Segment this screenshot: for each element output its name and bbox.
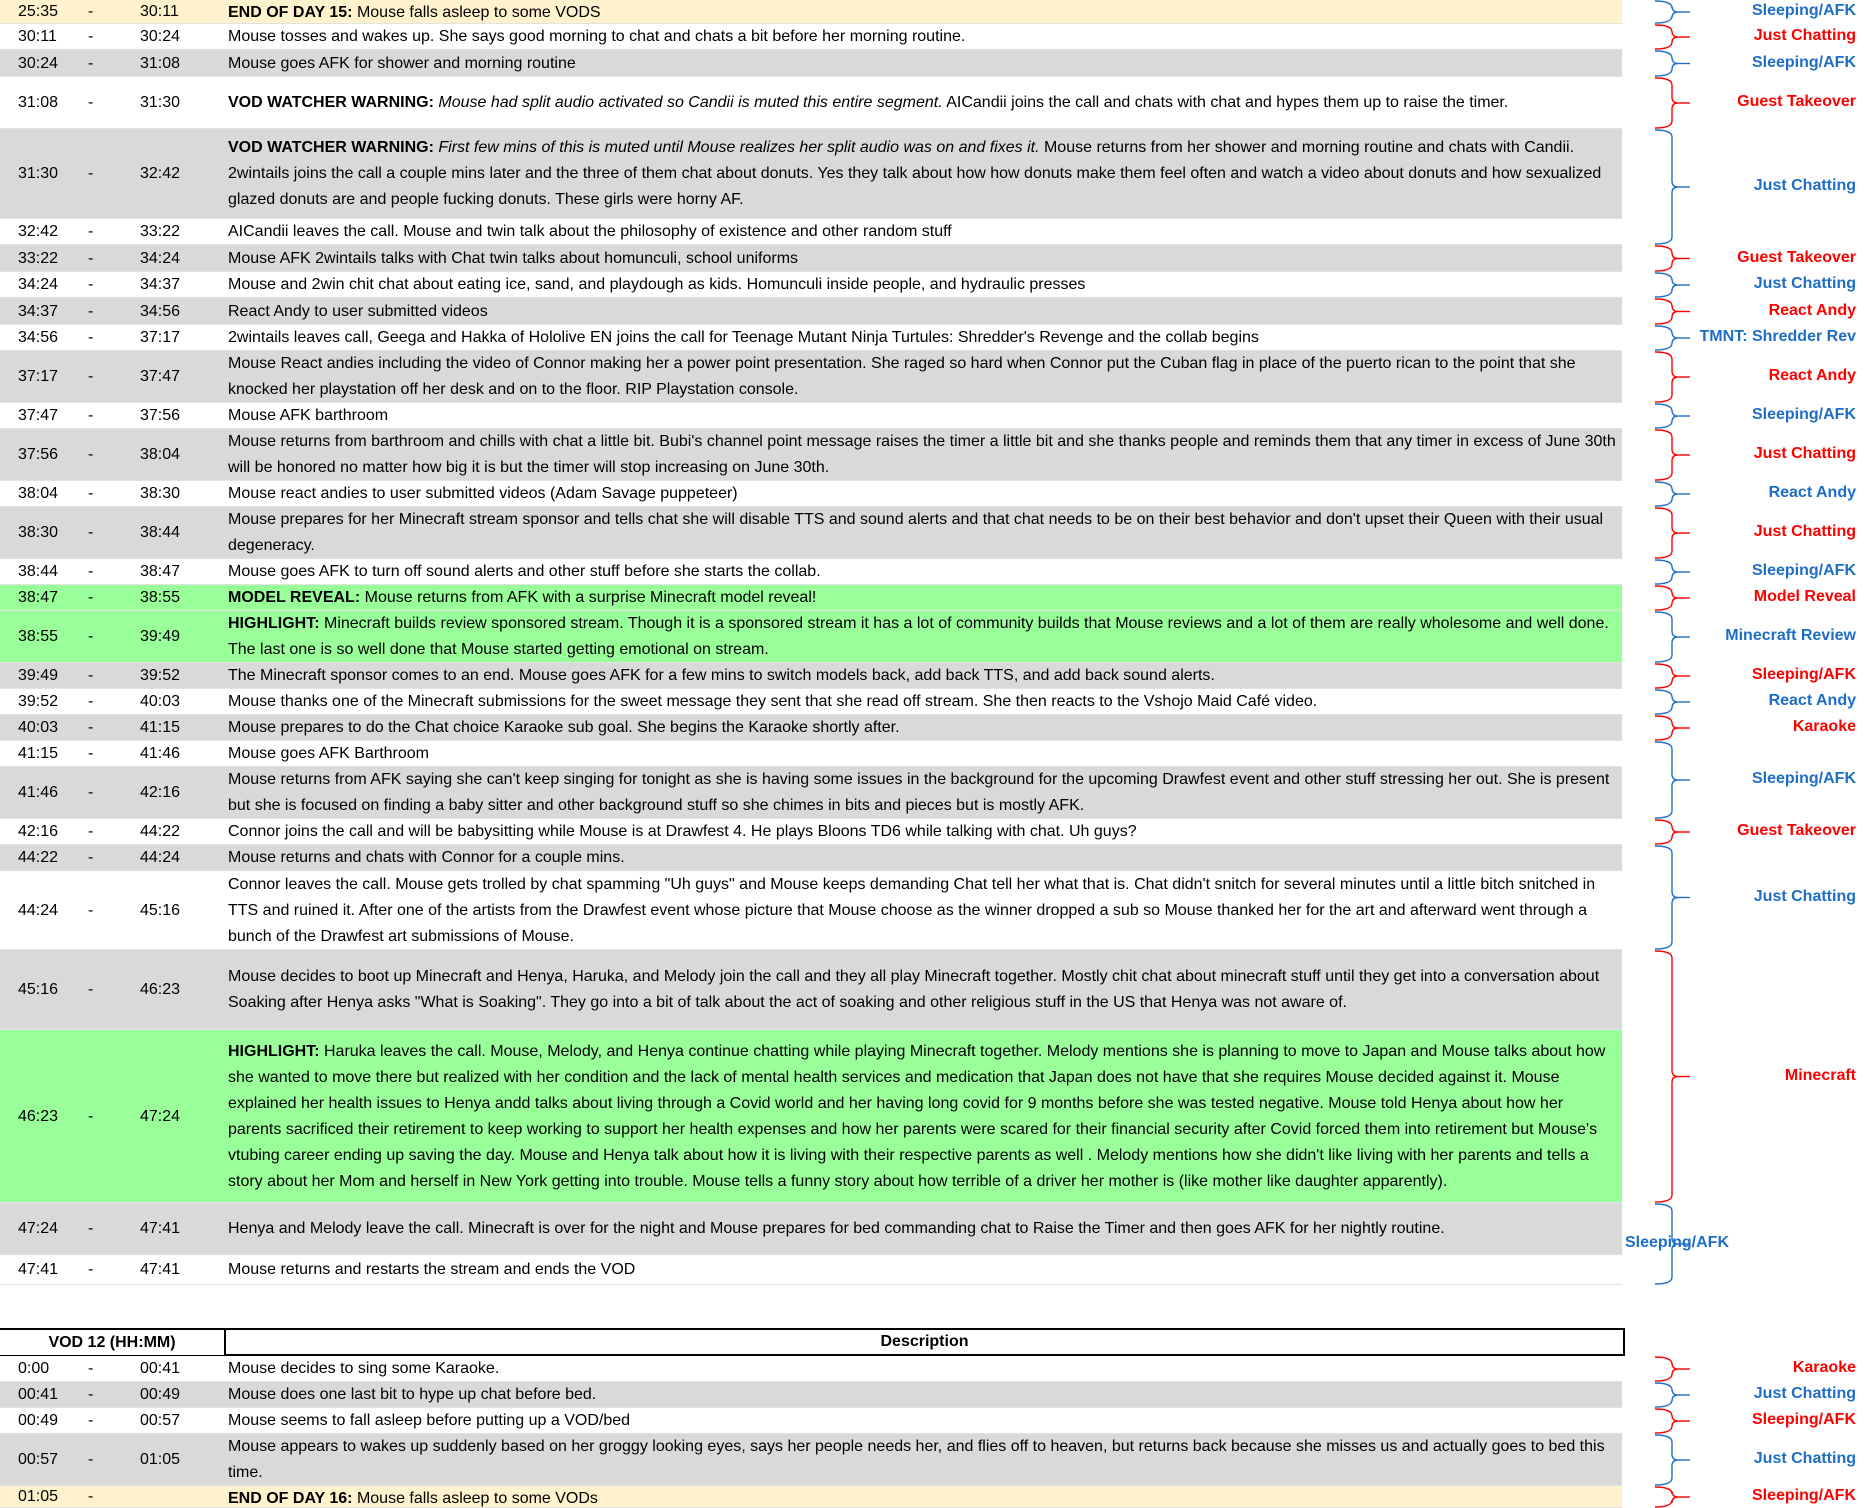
start-time: 41:15	[18, 745, 59, 762]
category-label: Sleeping/AFK	[1751, 770, 1856, 787]
category-bracket	[1655, 508, 1678, 558]
time-separator: -	[88, 745, 94, 762]
end-time: 44:22	[140, 823, 181, 840]
entry-text: Mouse returns and chats with Connor for a couple mins.	[228, 849, 625, 866]
end-time: 38:30	[140, 485, 181, 502]
category-label: Sleeping/AFK	[1751, 666, 1856, 683]
entry-text: Connor joins the call and will be babysitting while Mouse is at Drawfest 4. He plays Bloons TD6 while talking with chat. Uh guys?	[228, 823, 1137, 840]
entry-text: AICandii joins the call and chats with chat and hypes them up to raise the timer.	[946, 94, 1509, 111]
end-time: 47:41	[140, 1261, 181, 1278]
end-time: 30:24	[140, 28, 181, 45]
time-separator: -	[88, 3, 94, 20]
category-label: React Andy	[1768, 692, 1856, 709]
start-time: 39:49	[18, 667, 59, 684]
end-time: 33:22	[140, 223, 181, 240]
start-time: 47:41	[18, 1261, 59, 1278]
entry-text: Mouse falls asleep to some VODS	[356, 4, 601, 21]
time-separator: -	[88, 693, 94, 710]
start-time: 44:22	[18, 849, 59, 866]
start-time: 32:42	[18, 223, 59, 240]
entry-text: Mouse returns and restarts the stream and ends the VOD	[228, 1261, 636, 1278]
time-separator: -	[88, 165, 94, 182]
end-time: 00:57	[140, 1412, 181, 1429]
end-time: 34:37	[140, 276, 181, 293]
category-bracket	[1655, 664, 1678, 688]
category-label: Guest Takeover	[1737, 822, 1856, 839]
category-label: Sleeping/AFK	[1751, 2, 1856, 19]
category-label: Just Chatting	[1753, 887, 1856, 905]
category-bracket	[1655, 326, 1678, 350]
time-separator: -	[88, 1107, 94, 1125]
category-label: Model Reveal	[1753, 588, 1856, 605]
entry-text: Mouse returns from her shower and morning routine and chats with Candii. 2wintails joins the call a couple mins later and the three of them chat about donuts. Yes they talk about how how donuts make them feel often and watch a video about donuts and how sexualized glazed donuts are and people fucking donuts. These girls were horny AF.	[228, 139, 1602, 208]
start-time: 37:56	[18, 446, 59, 463]
category-bracket	[1655, 951, 1678, 1202]
end-time: 37:47	[140, 368, 181, 385]
start-time: 31:08	[18, 94, 59, 111]
time-separator: -	[88, 1386, 94, 1403]
start-time: 42:16	[18, 823, 59, 840]
time-separator: -	[88, 302, 94, 320]
start-time: 00:49	[18, 1412, 59, 1429]
time-separator: -	[88, 485, 94, 502]
entry-text: Mouse falls asleep to some VODs	[356, 1490, 598, 1507]
time-separator: -	[88, 329, 94, 346]
entry-text: AICandii leaves the call. Mouse and twin talk about the philosophy of existence and other random stuff	[228, 223, 952, 240]
end-time: 34:24	[140, 249, 181, 267]
time-separator: -	[88, 446, 94, 463]
end-time: 38:55	[140, 589, 181, 606]
entry-text: Mouse goes AFK for shower and morning routine	[228, 54, 576, 72]
category-bracket	[1655, 130, 1678, 244]
entry-text: Mouse goes AFK to turn off sound alerts and other stuff before she starts the collab.	[228, 563, 821, 580]
time-separator: -	[88, 823, 94, 840]
start-time: 30:24	[18, 54, 59, 72]
time-separator: -	[88, 1220, 94, 1237]
category-label: Just Chatting	[1753, 1450, 1856, 1467]
category-label: Guest Takeover	[1737, 93, 1856, 110]
category-label: Just Chatting	[1753, 523, 1856, 540]
header-description: Description	[224, 1328, 1625, 1356]
end-time: 30:11	[140, 3, 179, 20]
entry-warning: Mouse had split audio activated so Candii is muted this entire segment.	[438, 94, 943, 111]
category-label: React Andy	[1768, 484, 1856, 501]
category-bracket	[1655, 352, 1678, 402]
time-separator: -	[88, 223, 94, 240]
end-time: 31:30	[140, 94, 181, 111]
time-separator: -	[88, 1412, 94, 1429]
entry-text: Haruka leaves the call. Mouse, Melody, and Henya continue chatting while playing Minecraft together. Melody mentions she is planning to move to Japan and Mouse talks about how she wanted to move there but realized with her condition and the lack of mental health services and medication that Japan does not have that she requires Mouse decided against it. Mouse explained her health issues to Henya andd talks about living through a Covid world and her having long covid for 9 months before she was tested negative. Mouse told Henya about how her parents sacrificed their retirement to keep working to support her health expenses and how her parents were scared for their financial security after Covid forced them into retirement but Mouse's vtubing career ending up saving the day. Mouse and Henya talk about how it is living with their respective parents as well . Melody mentions how she didn't like living with her parents and tells a story about her Mom and herself in New York getting into trouble. Mouse tells a funny story about how terrible of a driver her mother is (like mother like daughter apparently).	[228, 1042, 1606, 1190]
entry-text: Mouse appears to wakes up suddenly based on her groggy looking eyes, says her people needs her, and flies off to heaven, but returns back because she misses us and actually goes to bed this time.	[228, 1438, 1605, 1481]
category-bracket	[1655, 246, 1678, 271]
entry-text: Mouse react andies to user submitted videos (Adam Savage puppeteer)	[228, 485, 738, 502]
category-bracket	[1655, 1487, 1678, 1507]
entry-text: Mouse decides to boot up Minecraft and Henya, Haruka, and Melody join the call and they all play Minecraft together. Mostly chit chat about minecraft stuff until they get into a conversation about Soaking after Henya asks "What is Soaking". They go into a bit of talk about the act of soaking and other religious stuff in the US that Henya was not aware of.	[228, 968, 1600, 1011]
start-time: 37:17	[18, 368, 59, 385]
end-time: 01:05	[140, 1451, 181, 1468]
end-time: 46:23	[140, 981, 181, 998]
time-separator: -	[88, 563, 94, 580]
category-bracket	[1655, 846, 1678, 949]
category-bracket	[1655, 430, 1678, 480]
time-separator: -	[88, 1360, 94, 1377]
category-bracket	[1655, 1435, 1678, 1485]
end-time: 38:44	[140, 524, 181, 541]
category-bracket	[1655, 742, 1678, 818]
category-bracket	[1655, 612, 1678, 662]
entry-text: Mouse does one last bit to hype up chat before bed.	[228, 1386, 597, 1403]
time-separator: -	[88, 407, 94, 424]
entry-label: HIGHLIGHT:	[228, 615, 320, 632]
end-time: 38:04	[140, 446, 181, 463]
start-time: 38:47	[18, 589, 59, 606]
start-time: 01:05	[18, 1488, 59, 1505]
start-time: 41:46	[18, 784, 59, 801]
entry-label: MODEL REVEAL:	[228, 589, 361, 606]
start-time: 38:04	[18, 485, 59, 502]
time-separator: -	[88, 719, 94, 736]
entry-text: Mouse returns from barthroom and chills with chat a little bit. Bubi's channel point message raises the timer a little bit and she thanks people and reminds them that any timer in excess of June 30th will be honored no matter how big it is but the timer will stop increasing on June 30th.	[228, 433, 1616, 476]
time-separator: -	[88, 28, 94, 45]
entry-label: END OF DAY 16:	[228, 1490, 353, 1507]
start-time: 37:47	[18, 407, 59, 424]
category-bracket	[1655, 78, 1678, 128]
end-time: 47:41	[140, 1220, 181, 1237]
header-vod-12: VOD 12 (HH:MM)	[0, 1328, 224, 1356]
start-time: 33:22	[18, 249, 59, 267]
end-time: 39:49	[140, 628, 181, 645]
entry-text: Mouse goes AFK Barthroom	[228, 745, 429, 762]
end-time: 00:49	[140, 1386, 181, 1403]
start-time: 40:03	[18, 719, 59, 736]
end-time: 42:16	[140, 784, 181, 801]
entry-text: Mouse AFK barthroom	[228, 407, 389, 424]
category-label: Just Chatting	[1753, 1385, 1856, 1402]
end-time: 37:17	[140, 329, 181, 346]
end-time: 41:46	[140, 745, 181, 762]
time-separator: -	[88, 849, 94, 866]
entry-label: END OF DAY 15:	[228, 4, 353, 21]
category-bracket	[1655, 25, 1678, 49]
category-label: React Andy	[1768, 301, 1856, 319]
category-label: Karaoke	[1792, 1359, 1856, 1376]
entry-text: Mouse tosses and wakes up. She says good morning to chat and chats a bit before her morning routine.	[228, 28, 966, 45]
category-bracket	[1655, 404, 1678, 428]
category-bracket	[1655, 299, 1678, 324]
category-label: Sleeping/AFK	[1751, 1411, 1856, 1428]
entry-label: VOD WATCHER WARNING:	[228, 139, 434, 156]
category-bracket	[1655, 586, 1678, 610]
start-time: 31:30	[18, 165, 59, 182]
start-time: 47:24	[18, 1220, 59, 1237]
start-time: 34:24	[18, 276, 59, 293]
start-time: 34:37	[18, 302, 59, 320]
entry-text: Minecraft builds review sponsored stream. Though it is a sponsored stream it has a lot of community builds that Mouse reviews and a lot of them are really wholesome and well done. The last one is so well done that Mouse started getting emotional on stream.	[228, 615, 1609, 658]
entry-text: Mouse returns from AFK with a surprise Minecraft model reveal!	[364, 589, 817, 606]
category-bracket	[1655, 560, 1678, 584]
category-label: Just Chatting	[1753, 445, 1856, 462]
start-time: 38:30	[18, 524, 59, 541]
entry-text: Connor leaves the call. Mouse gets trolled by chat spamming "Uh guys" and Mouse keeps demanding Chat tell her what that is. Chat didn't snitch for several minutes until a little bitch snitched in TTS and ruined it. After one of the artists from the Drawfest event whose picture that Mouse choose as the winner dropped a sub so Mouse thanked her for the art and afterward went through a bunch of the Drawfest art submissions of Mouse.	[228, 875, 1596, 945]
time-separator: -	[88, 249, 94, 267]
end-time: 39:52	[140, 667, 181, 684]
vod-12-header-row	[0, 1328, 1625, 1356]
category-label: Karaoke	[1792, 718, 1856, 735]
time-separator: -	[88, 524, 94, 541]
start-time: 25:35	[18, 3, 59, 20]
category-bracket	[1655, 1357, 1678, 1381]
category-label: Sleeping/AFK	[1624, 1234, 1729, 1251]
start-time: 38:44	[18, 563, 59, 580]
time-separator: -	[88, 1488, 94, 1505]
entry-text: Mouse prepares for her Minecraft stream sponsor and tells chat she will disable TTS and sound alerts and that chat needs to be on their best behavior and don't upset their Queen with their usual degeneracy.	[228, 511, 1604, 554]
category-bracket	[1655, 1409, 1678, 1433]
start-time: 39:52	[18, 693, 59, 710]
start-time: 00:57	[18, 1451, 59, 1468]
entry-text: Mouse returns from AFK saying she can't keep singing for tonight as she is having some issues in the background for the upcoming Drawfest event and other stuff stressing her out. She is present but she is focused on finding a baby sitter and other background stuff so she chimes in bits and pieces but is mostly AFK.	[228, 771, 1610, 814]
entry-text: The Minecraft sponsor comes to an end. Mouse goes AFK for a few mins to switch models back, add back TTS, and add back sound alerts.	[228, 667, 1215, 684]
end-time: 38:47	[140, 563, 181, 580]
entry-text: React Andy to user submitted videos	[228, 302, 488, 320]
entry-text: Mouse prepares to do the Chat choice Karaoke sub goal. She begins the Karaoke shortly after.	[228, 719, 900, 736]
time-separator: -	[88, 1261, 94, 1278]
category-label: Sleeping/AFK	[1751, 1487, 1856, 1504]
category-label: React Andy	[1768, 367, 1856, 384]
time-separator: -	[88, 276, 94, 293]
entry-text: 2wintails leaves call, Geega and Hakka of Hololive EN joins the call for Teenage Mutant Ninja Turtules: Shredder's Revenge and the collab begins	[228, 329, 1259, 346]
category-label: TMNT: Shredder Rev	[1699, 328, 1856, 345]
category-label: Just Chatting	[1753, 177, 1856, 194]
time-separator: -	[88, 981, 94, 998]
category-bracket	[1655, 690, 1678, 714]
end-time: 32:42	[140, 165, 181, 182]
category-label: Minecraft	[1784, 1066, 1856, 1084]
end-time: 00:41	[140, 1360, 181, 1377]
time-separator: -	[88, 901, 94, 919]
end-time: 47:24	[140, 1107, 181, 1125]
start-time: 44:24	[18, 901, 59, 919]
category-bracket	[1655, 716, 1678, 740]
category-label: Just Chatting	[1753, 27, 1856, 44]
category-bracket	[1655, 51, 1678, 76]
end-time: 37:56	[140, 407, 181, 424]
end-time: 34:56	[140, 302, 181, 320]
category-label: Sleeping/AFK	[1751, 562, 1856, 579]
entry-label: HIGHLIGHT:	[228, 1042, 320, 1060]
entry-text: Mouse AFK 2wintails talks with Chat twin talks about homunculi, school uniforms	[228, 249, 799, 267]
category-label: Just Chatting	[1753, 275, 1856, 292]
end-time: 31:08	[140, 54, 181, 72]
end-time: 41:15	[140, 719, 181, 736]
category-bracket	[1655, 820, 1678, 844]
end-time: 40:03	[140, 693, 181, 710]
time-separator: -	[88, 784, 94, 801]
start-time: 0:00	[18, 1360, 50, 1377]
entry-label: VOD WATCHER WARNING:	[228, 94, 434, 111]
start-time: 38:55	[18, 628, 59, 645]
time-separator: -	[88, 54, 94, 72]
time-separator: -	[88, 368, 94, 385]
category-bracket	[1655, 482, 1678, 506]
start-time: 45:16	[18, 981, 59, 998]
entry-text: Mouse decides to sing some Karaoke.	[228, 1360, 500, 1377]
category-bracket	[1655, 1, 1678, 23]
category-label: Sleeping/AFK	[1751, 406, 1856, 423]
time-separator: -	[88, 589, 94, 606]
entry-text: Mouse React andies including the video of Connor making her a power point presentation. She raged so hard when Connor put the Cuban flag in place of the puerto rican to the point that she knocked her playstation off her desk and on to the floor. RIP Playstation console.	[228, 355, 1576, 398]
end-time: 45:16	[140, 901, 181, 919]
entry-text: Mouse thanks one of the Minecraft submissions for the sweet message they sent that she read off stream. She then reacts to the Vshojo Maid Café video.	[228, 693, 1318, 710]
start-time: 00:41	[18, 1386, 59, 1403]
time-separator: -	[88, 94, 94, 111]
category-label: Guest Takeover	[1737, 248, 1856, 266]
time-separator: -	[88, 667, 94, 684]
start-time: 46:23	[18, 1107, 59, 1125]
category-bracket	[1655, 1383, 1678, 1407]
entry-warning: First few mins of this is muted until Mouse realizes her split audio was on and fixes it.	[438, 139, 1040, 156]
end-time: 44:24	[140, 849, 181, 866]
entry-text: Mouse and 2win chit chat about eating ice, sand, and playdough as kids. Homunculi inside people, and hydraulic presses	[228, 276, 1086, 293]
start-time: 34:56	[18, 329, 59, 346]
time-separator: -	[88, 628, 94, 645]
entry-text: Mouse seems to fall asleep before putting up a VOD/bed	[228, 1412, 631, 1429]
time-separator: -	[88, 1451, 94, 1468]
entry-text: Henya and Melody leave the call. Minecraft is over for the night and Mouse prepares for bed commanding chat to Raise the Timer and then goes AFK for her nightly routine.	[228, 1220, 1445, 1237]
category-bracket	[1655, 273, 1678, 297]
category-label: Minecraft Review	[1725, 627, 1856, 644]
category-label: Sleeping/AFK	[1751, 53, 1856, 71]
start-time: 30:11	[18, 28, 57, 45]
